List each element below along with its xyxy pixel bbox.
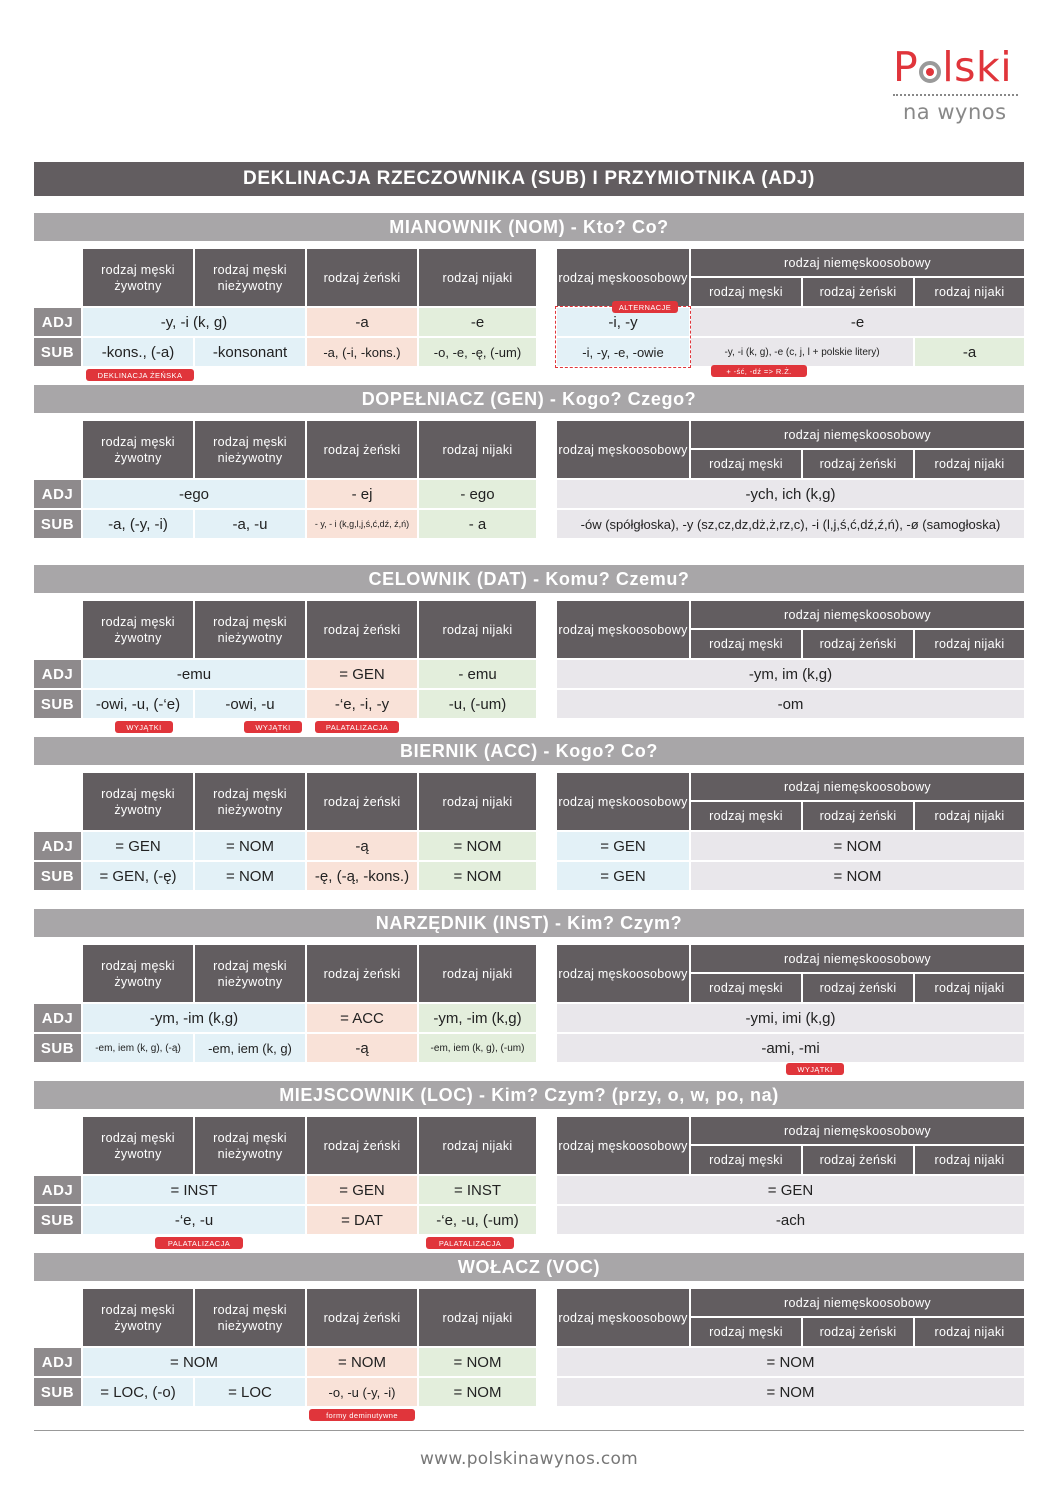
header-m-inanim: rodzaj męski nieżywotny bbox=[195, 1117, 305, 1174]
header-m-inanim: rodzaj męski nieżywotny bbox=[195, 601, 305, 658]
adj-fem-text: = GEN bbox=[339, 1181, 385, 1199]
adj-fem bbox=[307, 1004, 417, 1032]
case-title: NARZĘDNIK (INST) - Kim? Czym? bbox=[34, 909, 1024, 937]
header-np-fem: rodzaj żeński bbox=[803, 630, 913, 658]
sub-m-inanim bbox=[195, 510, 305, 538]
header-np-neut: rodzaj nijaki bbox=[915, 1318, 1024, 1346]
adj-nonpers-text: -e bbox=[850, 313, 865, 331]
adj-fem bbox=[307, 832, 417, 860]
note-tag: PALATALIZACJA bbox=[155, 1237, 243, 1249]
header-non-personal: rodzaj niemęskoosobowy bbox=[691, 1289, 1024, 1316]
declension-table bbox=[34, 385, 1024, 535]
adj-fem bbox=[307, 1176, 417, 1204]
header-neut: rodzaj nijaki bbox=[419, 1117, 536, 1174]
logo-title: P lski bbox=[893, 43, 1013, 91]
header-m-personal: rodzaj męskoosobowy bbox=[557, 1117, 689, 1174]
adj-masc-text: = NOM bbox=[170, 1353, 218, 1371]
sub-np-masc-fem-text: -y, -i (k, g), -e (c, j, l + polskie litery) bbox=[724, 346, 880, 358]
adj-fem bbox=[307, 660, 417, 688]
case-title: CELOWNIK (DAT) - Komu? Czemu? bbox=[34, 565, 1024, 593]
sub-plural bbox=[557, 1034, 1024, 1062]
adj-fem-text: -a bbox=[355, 313, 369, 331]
sub-plural bbox=[557, 510, 1024, 538]
sub-neut bbox=[419, 862, 536, 890]
sub-plural bbox=[557, 1206, 1024, 1234]
header-np-neut: rodzaj nijaki bbox=[915, 1146, 1024, 1174]
header-m-inanim: rodzaj męski nieżywotny bbox=[195, 945, 305, 1002]
header-m-personal: rodzaj męskoosobowy bbox=[557, 421, 689, 478]
header-np-masc: rodzaj męski bbox=[691, 278, 801, 306]
note-tag: ALTERNACJE bbox=[612, 301, 678, 313]
declension-table bbox=[34, 909, 1024, 1074]
header-np-fem: rodzaj żeński bbox=[803, 1318, 913, 1346]
sub-neut bbox=[419, 1034, 536, 1062]
sub-neut bbox=[419, 510, 536, 538]
adj-masc bbox=[83, 660, 305, 688]
header-m-inanim: rodzaj męski nieżywotny bbox=[195, 773, 305, 830]
case-title: MIANOWNIK (NOM) - Kto? Co? bbox=[34, 213, 1024, 241]
adj-neut bbox=[419, 1176, 536, 1204]
header-m-anim: rodzaj męski żywotny bbox=[83, 601, 193, 658]
adj-masc bbox=[83, 480, 305, 508]
adj-neut bbox=[419, 480, 536, 508]
adj-mpers-text: = GEN bbox=[600, 837, 646, 855]
adj-nonpers-text: = NOM bbox=[833, 837, 882, 855]
header-m-personal: rodzaj męskoosobowy bbox=[557, 945, 689, 1002]
note-tag: PALATALIZACJA bbox=[426, 1237, 514, 1249]
adj-plural bbox=[557, 1348, 1024, 1376]
header-neut: rodzaj nijaki bbox=[419, 601, 536, 658]
case-title: DOPEŁNIACZ (GEN) - Kogo? Czego? bbox=[34, 385, 1024, 413]
sub-plural-text: -ach bbox=[775, 1211, 806, 1229]
adj-masc bbox=[83, 1004, 305, 1032]
sub-fem-text: -ę, (-ą, -kons.) bbox=[314, 867, 410, 885]
sub-mpers-text: = GEN bbox=[600, 867, 646, 885]
logo bbox=[893, 44, 1028, 124]
logo-o-icon bbox=[919, 61, 941, 83]
row-label-adj: ADJ bbox=[34, 1004, 81, 1032]
adj-plural-text: -ym, im (k,g) bbox=[748, 665, 833, 683]
header-m-inanim: rodzaj męski nieżywotny bbox=[195, 421, 305, 478]
sub-neut bbox=[419, 338, 536, 366]
sub-neut bbox=[419, 1206, 536, 1234]
header-m-inanim: rodzaj męski nieżywotny bbox=[195, 249, 305, 306]
header-np-neut: rodzaj nijaki bbox=[915, 450, 1024, 478]
header-neut: rodzaj nijaki bbox=[419, 1289, 536, 1346]
sub-fem-text: = DAT bbox=[341, 1211, 383, 1229]
adj-masc-text: -emu bbox=[176, 665, 212, 683]
row-label-adj: ADJ bbox=[34, 308, 81, 336]
adj-masc-text: -ego bbox=[178, 485, 210, 503]
sub-np-neut-text: -a bbox=[962, 343, 977, 361]
adj-masc-text: -ym, -im (k,g) bbox=[149, 1009, 239, 1027]
header-np-masc: rodzaj męski bbox=[691, 1318, 801, 1346]
header-m-anim: rodzaj męski żywotny bbox=[83, 1289, 193, 1346]
header-non-personal: rodzaj niemęskoosobowy bbox=[691, 1117, 1024, 1144]
adj-masc bbox=[83, 1348, 305, 1376]
sub-neut-text: -u, (-um) bbox=[448, 695, 507, 713]
adj-masc-text: -y, -i (k, g) bbox=[160, 313, 228, 331]
header-m-inanim: rodzaj męski nieżywotny bbox=[195, 1289, 305, 1346]
header-np-neut: rodzaj nijaki bbox=[915, 802, 1024, 830]
adj-neut bbox=[419, 308, 536, 336]
sub-m-inanim bbox=[195, 1034, 305, 1062]
header-np-masc: rodzaj męski bbox=[691, 630, 801, 658]
case-title: MIEJSCOWNIK (LOC) - Kim? Czym? (przy, o, w, po, na) bbox=[34, 1081, 1024, 1109]
header-non-personal: rodzaj niemęskoosobowy bbox=[691, 601, 1024, 628]
declension-table bbox=[34, 737, 1024, 887]
sub-neut bbox=[419, 1378, 536, 1406]
sub-neut-text: -em, iem (k, g), (-um) bbox=[430, 1042, 525, 1054]
adj-plural-text: = NOM bbox=[766, 1353, 815, 1371]
sub-mpers bbox=[557, 862, 689, 890]
sub-m-inanim bbox=[195, 690, 305, 718]
header-m-personal: rodzaj męskoosobowy bbox=[557, 1289, 689, 1346]
adj-neut-text: = INST bbox=[453, 1181, 502, 1199]
sub-plural bbox=[557, 1378, 1024, 1406]
adj-neut bbox=[419, 1004, 536, 1032]
adj-fem bbox=[307, 1348, 417, 1376]
adj-fem bbox=[307, 308, 417, 336]
header-np-fem: rodzaj żeński bbox=[803, 1146, 913, 1174]
adj-plural bbox=[557, 1176, 1024, 1204]
sub-neut-text: - a bbox=[468, 515, 487, 533]
case-section bbox=[34, 565, 1024, 732]
sub-plural-text: -ami, -mi bbox=[761, 1039, 820, 1057]
sub-m-inanim-text: -owi, -u bbox=[225, 695, 275, 713]
sub-m-anim-text: = LOC, (-o) bbox=[100, 1383, 176, 1401]
adj-neut-text: = NOM bbox=[453, 1353, 502, 1371]
sub-m-anim bbox=[83, 862, 193, 890]
sub-np-masc-fem bbox=[691, 338, 913, 366]
sub-neut-text: -o, -e, -ę, (-um) bbox=[433, 344, 522, 360]
sub-m-anim bbox=[83, 1034, 193, 1062]
sub-m-anim bbox=[83, 338, 193, 366]
sub-fem bbox=[307, 1378, 417, 1406]
sub-m-anim bbox=[83, 510, 193, 538]
adj-neut-text: - emu bbox=[458, 665, 497, 683]
main-title: DEKLINACJA RZECZOWNIKA (SUB) I PRZYMIOTNIKA (ADJ) bbox=[34, 162, 1024, 196]
sub-fem-text: - y, - i (k,g,l,j,ś,ć,dź, ź,ń) bbox=[314, 518, 410, 529]
header-neut: rodzaj nijaki bbox=[419, 249, 536, 306]
case-section bbox=[34, 909, 1024, 1074]
row-label-sub: SUB bbox=[34, 862, 81, 890]
sub-m-anim-text: -em, iem (k, g), (-ą) bbox=[95, 1042, 181, 1054]
adj-neut bbox=[419, 660, 536, 688]
row-label-sub: SUB bbox=[34, 690, 81, 718]
adj-fem-text: - ej bbox=[351, 485, 373, 503]
sub-m-inanim-text: -konsonant bbox=[212, 343, 288, 361]
logo-subtitle: na wynos bbox=[903, 100, 1007, 124]
adj-neut bbox=[419, 832, 536, 860]
sub-m-inanim bbox=[195, 862, 305, 890]
sub-plural-text: -om bbox=[777, 695, 804, 713]
sub-m-inanim-text: = LOC bbox=[228, 1383, 272, 1401]
sub-plural bbox=[557, 690, 1024, 718]
header-fem: rodzaj żeński bbox=[307, 773, 417, 830]
header-m-anim: rodzaj męski żywotny bbox=[83, 945, 193, 1002]
declension-table bbox=[34, 1081, 1024, 1248]
adj-m-anim bbox=[83, 832, 193, 860]
note-tag: DEKLINACJA ŻEŃSKA bbox=[86, 369, 194, 381]
sub-m-inanim bbox=[195, 338, 305, 366]
sub-m-inanim-text: -em, iem (k, g) bbox=[208, 1040, 292, 1056]
adj-fem-text: = GEN bbox=[339, 665, 385, 683]
declension-table bbox=[34, 1253, 1024, 1420]
adj-plural-text: -ymi, imi (k,g) bbox=[745, 1009, 836, 1027]
header-fem: rodzaj żeński bbox=[307, 249, 417, 306]
case-section bbox=[34, 385, 1024, 533]
adj-nonpers bbox=[691, 832, 1024, 860]
sub-m-anim-text: -kons., (-a) bbox=[101, 343, 175, 361]
adj-masc-text: = INST bbox=[170, 1181, 218, 1199]
adj-fem-text: = ACC bbox=[340, 1009, 384, 1027]
adj-fem-text: = NOM bbox=[338, 1353, 386, 1371]
footer-divider bbox=[34, 1430, 1024, 1431]
sub-m-inanim-text: = NOM bbox=[226, 867, 274, 885]
header-fem: rodzaj żeński bbox=[307, 421, 417, 478]
note-tag: WYJĄTKI bbox=[244, 721, 302, 733]
case-title: BIERNIK (ACC) - Kogo? Co? bbox=[34, 737, 1024, 765]
header-np-masc: rodzaj męski bbox=[691, 974, 801, 1002]
adj-m-inanim bbox=[195, 832, 305, 860]
header-m-personal: rodzaj męskoosobowy bbox=[557, 773, 689, 830]
adj-plural bbox=[557, 480, 1024, 508]
note-tag: + -ść, -dź => R.Ż. bbox=[711, 365, 807, 377]
logo-divider bbox=[893, 94, 1018, 96]
header-m-anim: rodzaj męski żywotny bbox=[83, 1117, 193, 1174]
adj-fem-text: -ą bbox=[355, 837, 369, 855]
alternation-highlight bbox=[555, 306, 691, 368]
sub-m-inanim bbox=[195, 1378, 305, 1406]
header-m-personal: rodzaj męskoosobowy bbox=[557, 249, 689, 306]
row-label-sub: SUB bbox=[34, 1206, 81, 1234]
sub-neut bbox=[419, 690, 536, 718]
header-non-personal: rodzaj niemęskoosobowy bbox=[691, 249, 1024, 276]
header-np-masc: rodzaj męski bbox=[691, 1146, 801, 1174]
adj-m-inanim-text: = NOM bbox=[226, 837, 274, 855]
adj-neut-text: = NOM bbox=[453, 837, 502, 855]
sub-fem-text: -a, (-i, -kons.) bbox=[323, 344, 401, 360]
adj-mpers bbox=[557, 832, 689, 860]
header-np-neut: rodzaj nijaki bbox=[915, 630, 1024, 658]
sub-neut-text: = NOM bbox=[453, 1383, 502, 1401]
sub-m-anim-text: -a, (-y, -i) bbox=[108, 515, 168, 533]
sub-m-anim bbox=[83, 1378, 193, 1406]
header-non-personal: rodzaj niemęskoosobowy bbox=[691, 421, 1024, 448]
row-label-sub: SUB bbox=[34, 1034, 81, 1062]
note-tag: PALATALIZACJA bbox=[315, 721, 399, 733]
header-np-masc: rodzaj męski bbox=[691, 802, 801, 830]
header-non-personal: rodzaj niemęskoosobowy bbox=[691, 773, 1024, 800]
sub-plural-text: -ów (spółgłoska), -y (sz,cz,dz,dż,ż,rz,c), -i (l,j,ś,ć,dź,ź,ń), -ø (samogłoska) bbox=[580, 516, 1001, 532]
case-title: WOŁACZ (VOC) bbox=[34, 1253, 1024, 1281]
adj-neut bbox=[419, 1348, 536, 1376]
header-neut: rodzaj nijaki bbox=[419, 773, 536, 830]
sub-m-anim bbox=[83, 690, 193, 718]
declension-table bbox=[34, 565, 1024, 732]
case-section bbox=[34, 1253, 1024, 1420]
sub-mpers-text: -i, -y, -e, -owie bbox=[582, 344, 664, 360]
row-label-adj: ADJ bbox=[34, 832, 81, 860]
row-label-sub: SUB bbox=[34, 1378, 81, 1406]
header-m-anim: rodzaj męski żywotny bbox=[83, 773, 193, 830]
header-neut: rodzaj nijaki bbox=[419, 945, 536, 1002]
row-label-adj: ADJ bbox=[34, 660, 81, 688]
note-tag: WYJĄTKI bbox=[115, 721, 173, 733]
sub-masc bbox=[83, 1206, 305, 1234]
header-m-anim: rodzaj męski żywotny bbox=[83, 421, 193, 478]
header-np-fem: rodzaj żeński bbox=[803, 802, 913, 830]
sub-nonpers bbox=[691, 862, 1024, 890]
note-tag: formy deminutywne bbox=[309, 1409, 415, 1421]
sub-fem-text: -o, -u (-y, -i) bbox=[328, 1384, 396, 1400]
declension-table bbox=[34, 213, 1024, 380]
sub-masc-text: -‘e, -u bbox=[174, 1211, 214, 1229]
header-fem: rodzaj żeński bbox=[307, 601, 417, 658]
sub-fem bbox=[307, 690, 417, 718]
sub-fem bbox=[307, 1034, 417, 1062]
sub-m-anim-text: = GEN, (-ę) bbox=[99, 867, 177, 885]
sub-m-inanim-text: -a, -u bbox=[232, 515, 268, 533]
header-fem: rodzaj żeński bbox=[307, 1289, 417, 1346]
row-label-adj: ADJ bbox=[34, 480, 81, 508]
sub-fem-text: -ą bbox=[355, 1039, 369, 1057]
sub-m-anim-text: -owi, -u, (-‘e) bbox=[95, 695, 181, 713]
adj-masc bbox=[83, 308, 305, 336]
sub-neut-text: -‘e, -u, (-um) bbox=[436, 1211, 519, 1229]
sub-plural-text: = NOM bbox=[766, 1383, 815, 1401]
adj-neut-text: - ego bbox=[460, 485, 495, 503]
sub-fem bbox=[307, 510, 417, 538]
adj-masc bbox=[83, 1176, 305, 1204]
adj-plural-text: -ych, ich (k,g) bbox=[745, 485, 836, 503]
header-fem: rodzaj żeński bbox=[307, 1117, 417, 1174]
header-np-neut: rodzaj nijaki bbox=[915, 278, 1024, 306]
header-np-neut: rodzaj nijaki bbox=[915, 974, 1024, 1002]
adj-plural bbox=[557, 1004, 1024, 1032]
adj-neut-text: -e bbox=[470, 313, 485, 331]
header-np-fem: rodzaj żeński bbox=[803, 974, 913, 1002]
row-label-sub: SUB bbox=[34, 338, 81, 366]
adj-plural-text: = GEN bbox=[767, 1181, 814, 1199]
row-label-adj: ADJ bbox=[34, 1348, 81, 1376]
row-label-adj: ADJ bbox=[34, 1176, 81, 1204]
note-tag: WYJĄTKI bbox=[786, 1063, 844, 1075]
header-np-fem: rodzaj żeński bbox=[803, 450, 913, 478]
sub-nonpers-text: = NOM bbox=[833, 867, 882, 885]
adj-neut-text: -ym, -im (k,g) bbox=[433, 1009, 522, 1027]
sub-fem-text: -‘e, -i, -y bbox=[334, 695, 390, 713]
sub-fem bbox=[307, 862, 417, 890]
footer-url[interactable]: www.polskinawynos.com bbox=[419, 1449, 639, 1469]
adj-fem bbox=[307, 480, 417, 508]
header-np-masc: rodzaj męski bbox=[691, 450, 801, 478]
adj-m-anim-text: = GEN bbox=[115, 837, 161, 855]
header-m-personal: rodzaj męskoosobowy bbox=[557, 601, 689, 658]
header-fem: rodzaj żeński bbox=[307, 945, 417, 1002]
header-m-anim: rodzaj męski żywotny bbox=[83, 249, 193, 306]
sub-fem bbox=[307, 338, 417, 366]
adj-mpers-text: -i, -y bbox=[608, 313, 638, 331]
header-neut: rodzaj nijaki bbox=[419, 421, 536, 478]
adj-nonpers bbox=[691, 308, 1024, 336]
header-np-fem: rodzaj żeński bbox=[803, 278, 913, 306]
header-non-personal: rodzaj niemęskoosobowy bbox=[691, 945, 1024, 972]
row-label-sub: SUB bbox=[34, 510, 81, 538]
sub-np-neut bbox=[915, 338, 1024, 366]
case-section bbox=[34, 213, 1024, 380]
adj-plural bbox=[557, 660, 1024, 688]
sub-neut-text: = NOM bbox=[453, 867, 502, 885]
case-section bbox=[34, 1081, 1024, 1248]
sub-fem bbox=[307, 1206, 417, 1234]
case-section bbox=[34, 737, 1024, 885]
